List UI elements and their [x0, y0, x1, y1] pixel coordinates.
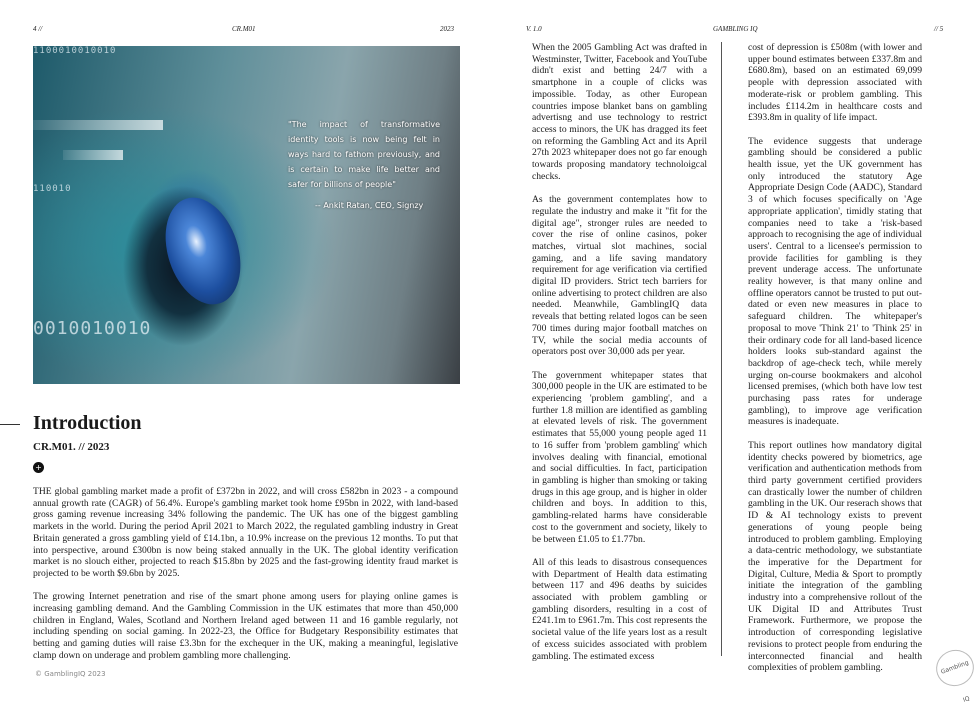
brand-stamp: Gambling IQ [931, 645, 979, 692]
iris [153, 188, 254, 314]
header-year: 2023 [440, 25, 454, 33]
paragraph: The government whitepaper states that 300,000 people in the UK are estimated to be experiencing 'problem gambling', and a further 1.8 million are identified as gambling at elevated levels of risk. The government estimates that 55,000 young people aged 11 to 16 suffer from 'problem gambling' which involves dealing with financial, emotional and social difficulties. In fact, participation in gambling is higher than smoking or taking drugs in this age group, and is higher in older children and boys. In addition to this, gambling-related harms have considerable cost to the government and society, likely to be between £1.05 to £1.77bn. [532, 369, 707, 545]
quote-author: -- Ankit Ratan, CEO, Signzy [315, 201, 424, 210]
middle-column [532, 42, 707, 674]
section-subtitle: CR.M01. // 2023 [33, 441, 110, 453]
page-number-left: 4 // [33, 25, 43, 33]
heading-rule [0, 424, 20, 425]
light-beam [33, 120, 163, 130]
paragraph: cost of depression is £508m (with lower and upper bound estimates between £337.8m and £680.8m), based on an estimated 69,099 people with depression associated with moderate-risk or problem gambling. This includes £114.2m in healthcare costs and £393.8m in quality of life impact. [748, 42, 922, 124]
copyright: © GamblingIQ 2023 [35, 670, 106, 678]
report-code: CR.M01 [232, 25, 256, 33]
version: V. 1.0 [526, 25, 542, 33]
paragraph: The growing Internet penetration and rise of the smart phone among users for playing online games is increasing gambling demand. And the Gambling Commission in the UK estimates that more than 450,000 children in England, Wales, Scotland and Northern Ireland aged between 11 and 16 gamble regularly, not including spending on social gaming. In 2022-23, the Office for Budgetary Responsibility estimates that betting and gaming duties will raise £3.3bn for the exchequer in the UK, making a meaningful, legislative clamp down on underage and problem gambling more challenging. [33, 591, 458, 661]
eye-photo [33, 46, 460, 384]
binary-text-mid: 110010 [33, 184, 72, 194]
paragraph: This report outlines how mandatory digital identity checks powered by biometrics, age verification and authentication methods from third party government certified providers can drastically lower the number of children gambling in the UK. Our reserach shows that ID & AI technology exists to prevent generations of young people being introduced to problem gambling. Employing a data-centric methodology, we substantiate the imperative for the Department for Digital, Culture, Media & Sport to promptly initiate the integration of the gambling industry into a comprehensive rollout of the UK Digital ID and Attributes Trust Framework. Furthermore, we propose the introduction of corresponding legislative revisions to protect people from enduring the interconnected financial and health complexities of problem gambling. [748, 439, 922, 674]
brand-name: GAMBLING IQ [713, 25, 758, 33]
section-title: Introduction [33, 412, 142, 434]
paragraph: THE global gambling market made a profit of £372bn in 2022, and will cross £582bn in 2023 - a compound annual growth rate (CAGR) of 56.4%. Europe's gambling market took home £95bn in 2022, with land-based gross gaming revenue increasing 34% following the pandemic. The UK has one of the biggest gambling markets in the world. During the period April 2021 to March 2022, the regulated gambling industry in Great Britain generated a gross gambling yield of £14.1bn, a 10.9% increase on the previous 12 months. To put that into perspective, around £300bn is now being staked annually in the UK. The global identity verification market is no slouch either, projected to reach $15.8bn by 2025 and the fast-growing identity fraud market is projected to be worth $9.6bn by 2025. [33, 486, 458, 579]
binary-text-top: 1100010010010 [33, 46, 117, 56]
right-column [748, 42, 922, 686]
column-divider [721, 42, 722, 656]
paragraph: The evidence suggests that underage gambling should be considered a public health issue, yet the UK government has only introduced the statutory Age Appropriate Design Code (AADC), Standard 3 of which focuses specifically on 'Age appropriate application', timidly stating that companies need to take a 'risk-based approach to recognising the age of individual users'. Central to a licensee's permission to provide facilities for gambling is they prevent underage access. The unfortunate reality however, is that many online and offline operators cannot be trusted to put out-dated or even new measures in place to safeguard children. The whitepaper's proposal to move 'Think 21' to 'Think 25' in their ordinary code for all land-based licence holders looks sub-standard against the backdrop of age-check tech, while merely urging on-course bookmakers and alcohol licensed premises, (which both have low test purchasing pass rates for underage gambling), to improve age verification measures is inadequate. [748, 135, 922, 428]
binary-text-bottom: 0010010010 [33, 318, 152, 339]
page-number-right: // 5 [934, 25, 944, 33]
pull-quote: "The impact of transformative identity tools is now being felt in ways hard to fathom previously, and is certain to make life better and safer for billions of people" [288, 120, 440, 189]
light-beam [63, 150, 123, 160]
paragraph: When the 2005 Gambling Act was drafted in Westminster, Twitter, Facebook and YouTube didn't exist and betting 24/7 with a smartphone in a couple of clicks was impossible. Today, as other European countries impose blanket bans on gambling advertisng and use technology to restrict access to minors, the UK has dragged its feet on reforming the Gambling Act and its April 27th 2023 whitepaper does not go far enough towards proposing mandatory technoloigcal checks. [532, 42, 707, 182]
intro-text [33, 486, 458, 673]
paragraph: As the government contemplates how to regulate the industry and make it "fit for the digital age", stronger rules are needed to cover the rise of online casinos, poker matches, virtual slot machines, social gaming, and a life saving mandatory requirement for age verification via certified digital ID providers. Strict tech barriers for online advertising to protect children are also needed. Meanwhile, GamblingIQ data reveals that betting related logos can be seen 700 times during major football matches on TV, while the social media accounts of operators post over 30,000 ads per year. [532, 194, 707, 358]
paragraph: All of this leads to disastrous consequences with Department of Health data estimating between 117 and 496 deaths by suicides associated with problem gambling or gambling disorders, resulting in a cost of £241.1m to £961.7m. This cost represents the societal value of the life years lost as a result of excess suicides associated with problem gambling. The estimated excess [532, 556, 707, 662]
plus-icon: + [33, 462, 44, 473]
